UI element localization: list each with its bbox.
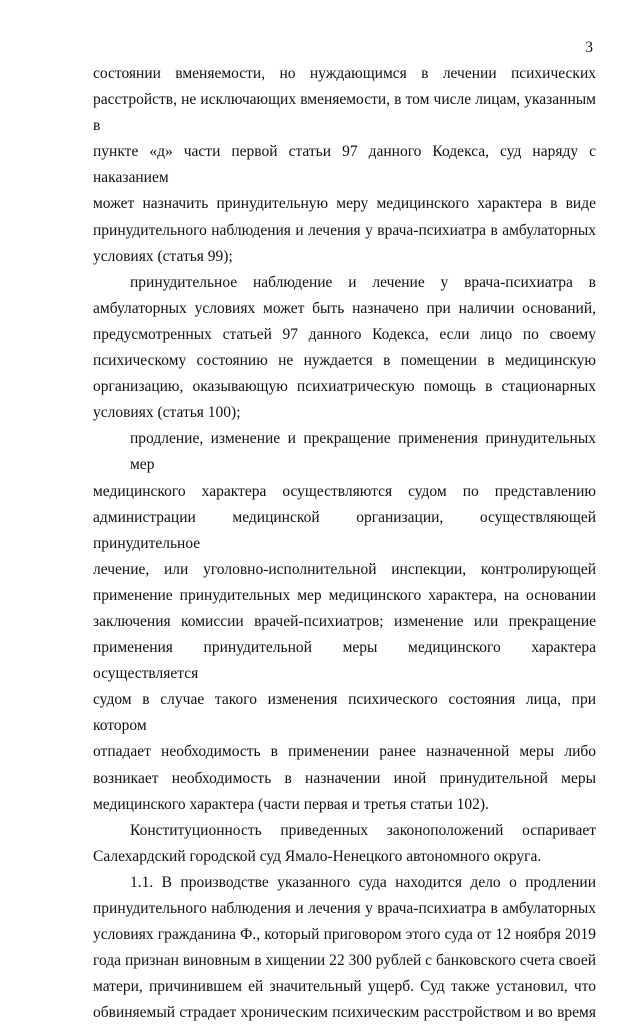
paragraph-first-line: Конституционность приведенных законоположений оспаривает xyxy=(130,821,596,839)
text-line: может назначить принудительную меру медицинского характера в виде xyxy=(93,195,596,213)
text-line: применения принудительной меры медицинского характера осуществляется xyxy=(93,639,596,683)
text-line: условиях гражданина Ф., который приговором этого суда от 12 ноября 2019 xyxy=(93,926,596,944)
text-line: условиях (статья 99); xyxy=(93,247,233,265)
text-line: администрации медицинской организации, осуществляющей принудительное xyxy=(93,508,596,552)
paragraph-first-line: принудительное наблюдение и лечение у врача-психиатра в xyxy=(130,273,596,291)
text-line: пункте «д» части первой статьи 97 данного Кодекса, суд наряду с наказанием xyxy=(93,143,596,187)
text-line: отпадает необходимость в применении ранее назначенной меры либо xyxy=(93,743,596,761)
paragraph-first-line: продление, изменение и прекращение применения принудительных мер xyxy=(130,430,596,474)
text-line: условиях (статья 100); xyxy=(93,404,241,422)
paragraph-first-line: 1.1. В производстве указанного суда находится дело о продлении xyxy=(130,873,596,891)
text-line: Салехардский городской суд Ямало-Ненецкого автономного округа. xyxy=(93,847,542,865)
text-line: применение принудительных мер медицинского характера, на основании xyxy=(93,586,596,604)
text-line: состоянии вменяемости, но нуждающимся в лечении психических xyxy=(93,65,596,82)
text-line: организацию, оказывающую психиатрическую помощь в стационарных xyxy=(93,378,596,396)
body-text xyxy=(93,61,596,1026)
text-line: предусмотренных статьей 97 данного Кодекса, если лицо по своему xyxy=(93,325,596,343)
page-number: 3 xyxy=(585,39,593,56)
text-line: принудительного наблюдения и лечения у врача-психиатра в амбулаторных xyxy=(93,900,596,917)
text-line: года признан виновным в хищении 22 300 рублей с банковского счета своей xyxy=(93,952,596,970)
text-line: медицинского характера (части первая и третья статьи 102). xyxy=(93,795,489,813)
text-line: медицинского характера осуществляются судом по представлению xyxy=(93,482,596,500)
text-line: судом в случае такого изменения психического состояния лица, при котором xyxy=(93,691,596,735)
text-line: обвиняемый страдает хроническим психическим расстройством и во время xyxy=(93,1004,596,1022)
text-line: амбулаторных условиях может быть назначено при наличии оснований, xyxy=(93,299,596,317)
text-line: принудительного наблюдения и лечения у врача-психиатра в амбулаторных xyxy=(93,221,596,239)
text-line: возникает необходимость в назначении иной принудительной меры xyxy=(93,769,596,787)
text-line: лечение, или уголовно-исполнительной инспекции, контролирующей xyxy=(93,560,596,578)
text-line: заключения комиссии врачей-психиатров; изменение или прекращение xyxy=(93,612,596,630)
text-line: психическому состоянию не нуждается в помещении в медицинскую xyxy=(93,352,596,370)
text-line: расстройств, не исключающих вменяемости, в том числе лицам, указанным в xyxy=(93,91,596,135)
text-line: матери, причинившем ей значительный ущерб. Суд также установил, что xyxy=(93,978,596,996)
